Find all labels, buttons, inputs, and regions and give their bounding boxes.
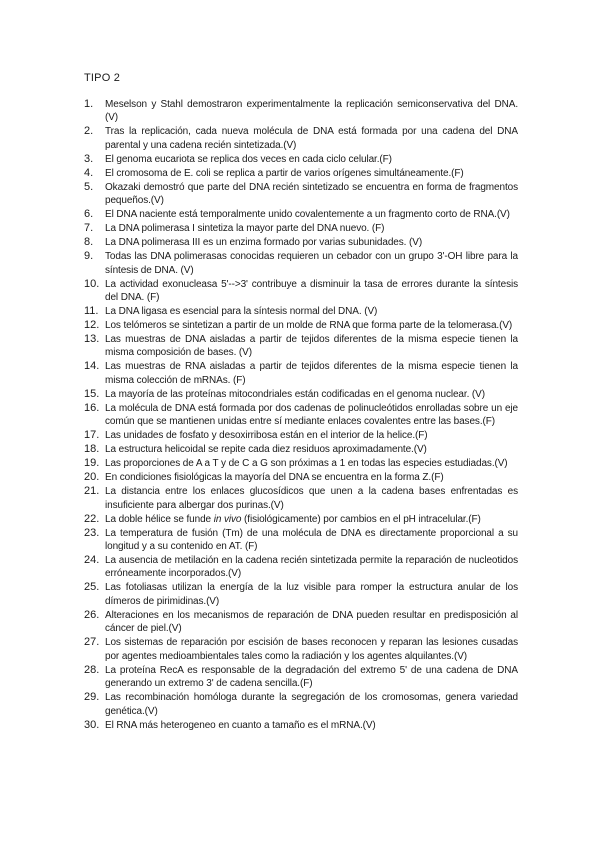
item-number: 7. (84, 222, 94, 235)
list-item (84, 208, 518, 221)
item-text: La proteína RecA es responsable de la degradación del extremo 5' de una cadena de DNA generando un extremo 3' de cadena sencilla.(F) (105, 664, 518, 690)
item-number: 30. (84, 718, 100, 731)
item-text: La distancia entre los enlaces glucosídicos que unen a la cadena bases enfrentadas es insuficiente para albergar dos purinas.(V) (105, 486, 518, 511)
item-text: La actividad exonucleasa 5'-->3' contribuye a disminuir la tasa de errores durante la síntesis del DNA. (F) (105, 278, 518, 304)
list-item (84, 388, 518, 401)
item-text: La temperatura de fusión (Tm) de una molécula de DNA es directamente proporcional a su longitud y a su contenido en AT. (F) (105, 527, 518, 553)
list-item (84, 236, 518, 249)
item-number: 4. (84, 166, 94, 179)
list-item (84, 485, 518, 512)
item-number: 11. (84, 305, 99, 318)
page-title: TIPO 2 (84, 72, 121, 84)
list-item (84, 457, 518, 470)
item-number: 19. (84, 457, 100, 470)
item-text: Tras la replicación, cada nueva molécula de DNA está formada por una cadena del DNA parental y una cadena recién sintetizada.(V) (105, 126, 518, 151)
item-number: 10. (84, 277, 100, 290)
item-text: Las fotoliasas utilizan la energía de la luz visible para romper la estructura anular de los dímeros de pirimidinas.(V) (105, 582, 518, 607)
item-number: 3. (84, 152, 94, 165)
list-item (84, 719, 518, 732)
list-item (84, 443, 518, 456)
list-item (84, 319, 518, 332)
item-text: Okazaki demostró que parte del DNA recién sintetizado se encuentra en forma de fragmentos pequeños.(V) (105, 181, 518, 207)
item-number: 25. (84, 581, 100, 594)
list-item (84, 691, 518, 718)
list-item (84, 278, 518, 305)
list-item (84, 222, 518, 235)
list-item (84, 402, 518, 429)
list-item (84, 125, 518, 152)
item-number: 18. (84, 443, 100, 456)
list-item (84, 360, 518, 387)
item-number: 15. (84, 387, 100, 400)
item-number: 20. (84, 471, 100, 484)
item-text: Los telómeros se sintetizan a partir de un molde de RNA que forma parte de la telomerasa.(V) (105, 320, 513, 332)
item-number: 1. (84, 98, 94, 110)
item-text: Las recombinación homóloga durante la segregación de los cromosomas, genera variedad genética.(V) (105, 692, 518, 717)
item-text: En condiciones fisiológicas la mayoría del DNA se encuentra en la forma Z.(F) (105, 472, 444, 484)
item-text: Alteraciones en los mecanismos de reparación de DNA pueden resultar en predisposición al cáncer de piel.(V) (105, 609, 518, 635)
list-item (84, 98, 518, 125)
item-number: 12. (84, 319, 100, 332)
item-number: 8. (84, 236, 94, 249)
item-text: El cromosoma de E. coli se replica a partir de varios orígenes simultáneamente.(F) (105, 167, 464, 179)
list-item (84, 250, 518, 277)
item-text: Las proporciones de A a T y de C a G son próximas a 1 en todas las especies estudiadas.(V) (105, 458, 508, 470)
item-text: El RNA más heterogeneo en cuanto a tamaño es el mRNA.(V) (105, 719, 376, 731)
item-number: 29. (84, 691, 100, 704)
item-text-before: La doble hélice se funde (105, 513, 214, 525)
item-text: La DNA ligasa es esencial para la síntesis normal del DNA. (V) (105, 306, 378, 318)
item-number: 9. (84, 250, 94, 263)
list-item (84, 636, 518, 663)
item-number: 17. (84, 429, 100, 442)
item-number: 26. (84, 608, 100, 621)
item-number: 24. (84, 554, 100, 567)
item-text-after: (fisiológicamente) por cambios en el pH intracelular.(F) (241, 513, 481, 525)
list-item (84, 554, 518, 581)
item-number: 23. (84, 526, 100, 539)
list-item (84, 153, 518, 166)
item-text-italic: in vivo (213, 513, 242, 525)
item-number: 13. (84, 333, 100, 346)
item-text (105, 513, 518, 526)
item-number: 16. (84, 401, 100, 414)
list-item (84, 527, 518, 554)
list-item (84, 513, 518, 526)
item-text: Las muestras de DNA aisladas a partir de tejidos diferentes de la misma especie tienen la misma composición de bases. (V) (105, 334, 518, 359)
item-text: Meselson y Stahl demostraron experimentalmente la replicación semiconservativa del DNA. (V) (105, 99, 518, 124)
item-text: El genoma eucariota se replica dos veces en cada ciclo celular.(F) (105, 153, 392, 165)
item-number: 28. (84, 663, 100, 676)
item-text: El DNA naciente está temporalmente unido covalentemente a un fragmento corto de RNA.(V) (105, 209, 510, 221)
item-number: 6. (84, 208, 94, 221)
item-text: La DNA polimerasa III es un enzima formado por varias subunidades. (V) (105, 237, 423, 249)
list-item (84, 167, 518, 180)
item-text: Todas las DNA polimerasas conocidas requieren un cebador con un grupo 3'-OH libre para la síntesis de DNA. (V) (105, 251, 518, 276)
item-text: La estructura helicoidal se repite cada diez residuos aproximadamente.(V) (105, 444, 427, 456)
item-text: La DNA polimerasa I sintetiza la mayor parte del DNA nuevo. (F) (105, 223, 385, 235)
item-text: La mayoría de las proteínas mitocondriales están codificadas en el genoma nuclear. (V) (105, 388, 485, 400)
item-number: 5. (84, 180, 94, 193)
list-item (84, 609, 518, 636)
list-item (84, 429, 518, 442)
item-text: Las unidades de fosfato y desoxirribosa están en el interior de la helice.(F) (105, 430, 428, 442)
list-item (84, 581, 518, 608)
item-number: 21. (84, 485, 100, 498)
item-number: 2. (84, 125, 94, 138)
list-item (84, 333, 518, 360)
item-number: 22. (84, 512, 100, 525)
question-list (84, 98, 518, 733)
list-item (84, 471, 518, 484)
item-number: 27. (84, 636, 100, 649)
list-item (84, 664, 518, 691)
item-text: La molécula de DNA está formada por dos cadenas de polinucleótidos enrolladas sobre un eje común que se mantienen unidas entre sí mediante enlaces covalentes entre las bases.(F) (105, 402, 518, 428)
item-text: La ausencia de metilación en la cadena recién sintetizada permite la reparación de nucleotidos erróneamente incorporados.(V) (105, 555, 518, 580)
item-text: Los sistemas de reparación por escisión de bases reconocen y reparan las lesiones cusadas por agentes medioambientales tales como la radiación y los agentes alquilantes.(V) (105, 637, 518, 662)
list-item (84, 305, 518, 318)
list-item (84, 181, 518, 208)
item-text: Las muestras de RNA aisladas a partir de tejidos diferentes de la misma especie tienen la misma colección de mRNAs. (F) (105, 361, 518, 386)
item-number: 14. (84, 360, 100, 373)
